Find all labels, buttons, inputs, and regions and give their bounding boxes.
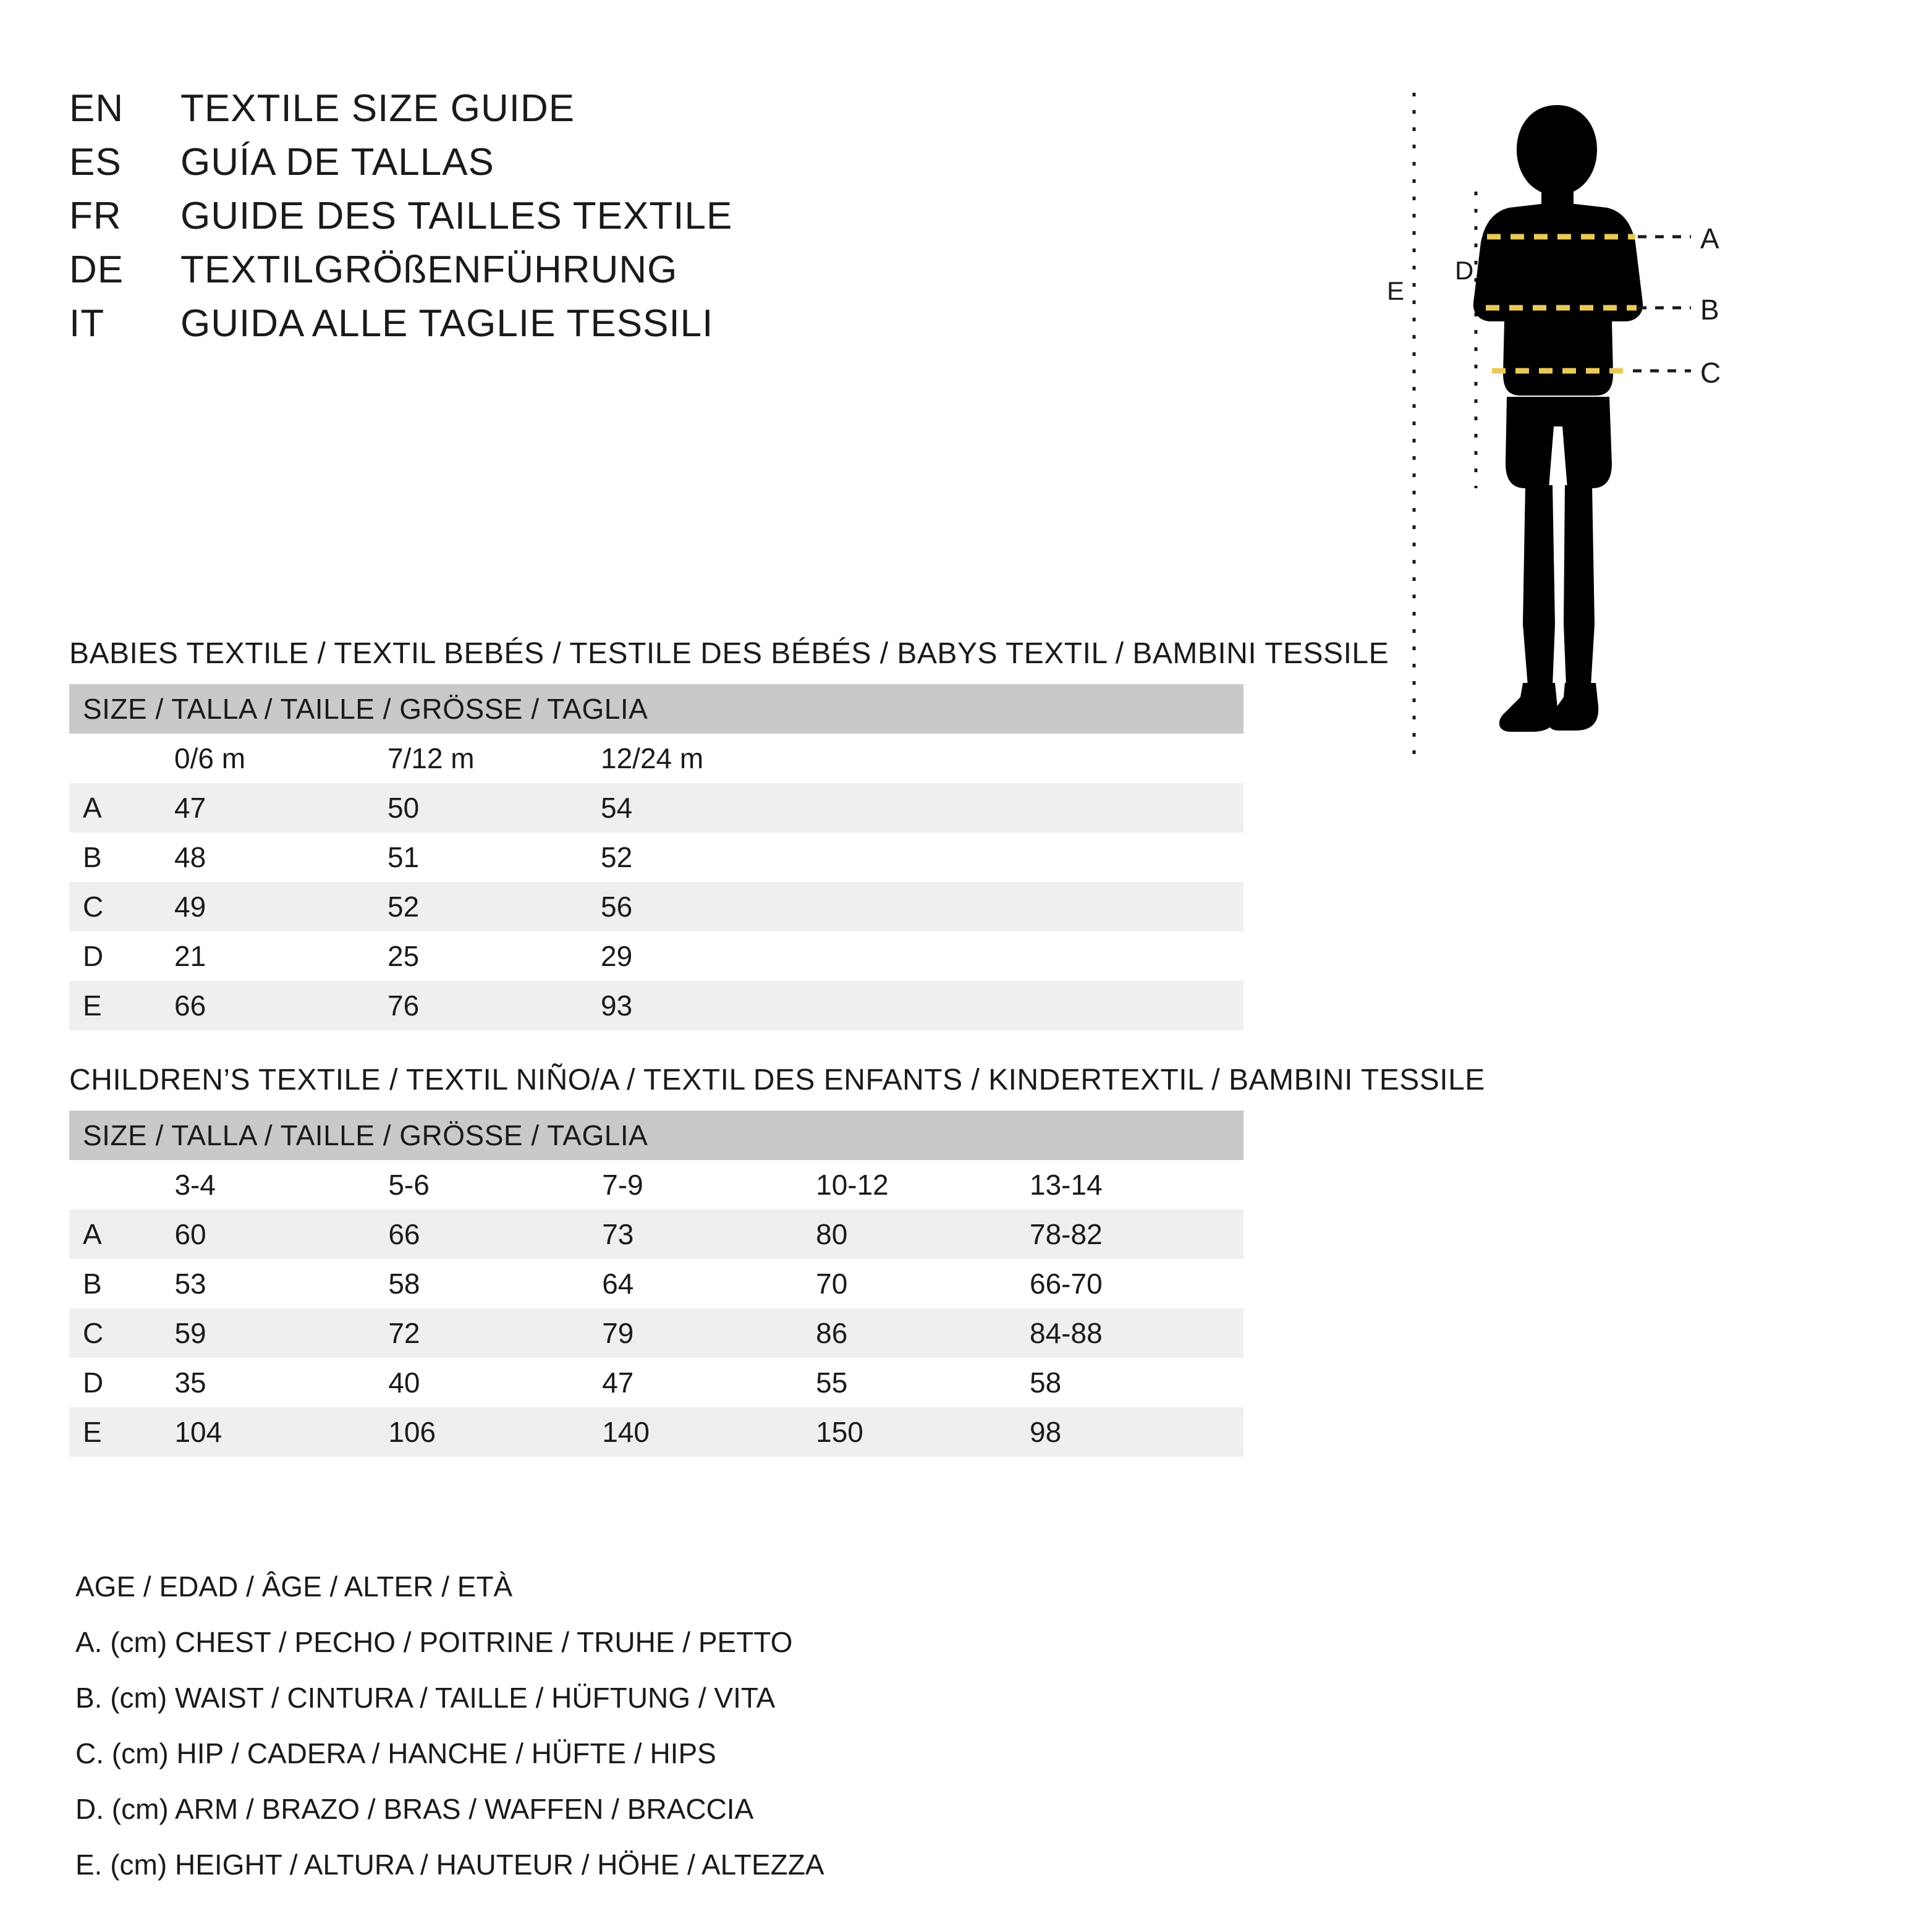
babies-row-label-c: C (69, 882, 174, 931)
children-col-4: 13-14 (1030, 1160, 1244, 1210)
title-text-it: GUIDA ALLE TAGLIE TESSILI (180, 302, 714, 345)
babies-d-1: 25 (388, 931, 601, 981)
babies-col-blank (69, 734, 174, 783)
babies-heading: BABIES TEXTILE / TEXTIL BEBÉS / TESTILE DES BÉBÉS / BABYS TEXTIL / BAMBINI TESSILE (69, 637, 1389, 670)
child-silhouette (1473, 105, 1643, 732)
title-lang-fr: FR (69, 195, 122, 237)
title-lang-it: IT (69, 302, 105, 345)
babies-table (69, 684, 1244, 1030)
children-b-0: 53 (174, 1259, 388, 1308)
children-d-1: 40 (388, 1358, 602, 1407)
table-row (69, 833, 1244, 882)
children-e-1: 106 (388, 1407, 602, 1457)
babies-row-label-b: B (69, 833, 174, 882)
babies-row-label-e: E (69, 981, 174, 1030)
babies-b-0: 48 (174, 833, 388, 882)
babies-col-0: 0/6 m (174, 734, 388, 783)
title-row-en (69, 87, 1120, 130)
babies-b-2: 52 (601, 833, 814, 882)
babies-section (69, 637, 1389, 1030)
children-e-4: 98 (1030, 1407, 1244, 1457)
children-b-2: 64 (602, 1259, 816, 1308)
babies-size-header-row (69, 684, 1244, 734)
children-e-0: 104 (174, 1407, 388, 1457)
title-row-es (69, 140, 1120, 184)
children-b-3: 70 (816, 1259, 1030, 1308)
children-d-0: 35 (174, 1358, 388, 1407)
table-row (69, 1210, 1244, 1259)
children-col-blank (69, 1160, 174, 1210)
babies-e-2: 93 (601, 981, 814, 1030)
title-lang-en: EN (69, 87, 124, 130)
label-b: B (1700, 294, 1719, 326)
children-col-2: 7-9 (602, 1160, 816, 1210)
babies-row-label-d: D (69, 931, 174, 981)
babies-col-2: 12/24 m (601, 734, 814, 783)
title-row-fr (69, 194, 1120, 238)
children-c-0: 59 (174, 1308, 388, 1358)
table-row (69, 1259, 1244, 1308)
babies-c-0: 49 (174, 882, 388, 931)
title-text-es: GUÍA DE TALLAS (180, 141, 494, 184)
children-c-3: 86 (816, 1308, 1030, 1358)
table-row (69, 1358, 1244, 1407)
children-e-3: 150 (816, 1407, 1030, 1457)
children-section (69, 1063, 1485, 1457)
babies-row-label-a: A (69, 783, 174, 833)
children-row-label-a: A (69, 1210, 174, 1259)
babies-e-1: 76 (388, 981, 601, 1030)
babies-a-2: 54 (601, 783, 814, 833)
children-a-3: 80 (816, 1210, 1030, 1259)
measurement-figure (1382, 80, 1839, 773)
title-text-de: TEXTILGRÖßENFÜHRUNG (180, 248, 678, 291)
children-a-4: 78-82 (1030, 1210, 1244, 1259)
babies-size-header: SIZE / TALLA / TAILLE / GRÖSSE / TAGLIA (69, 684, 1244, 734)
children-c-1: 72 (388, 1308, 602, 1358)
babies-d-2: 29 (601, 931, 814, 981)
legend-line-c: C. (cm) HIP / CADERA / HANCHE / HÜFTE / HIPS (75, 1737, 716, 1769)
children-table (69, 1111, 1244, 1457)
children-d-3: 55 (816, 1358, 1030, 1407)
title-block (69, 87, 1120, 355)
title-text-en: TEXTILE SIZE GUIDE (180, 87, 575, 130)
children-c-2: 79 (602, 1308, 816, 1358)
children-column-header-row (69, 1160, 1244, 1210)
children-a-2: 73 (602, 1210, 816, 1259)
babies-col-1: 7/12 m (388, 734, 601, 783)
children-a-0: 60 (174, 1210, 388, 1259)
babies-d-0: 21 (174, 931, 388, 981)
title-text-fr: GUIDE DES TAILLES TEXTILE (180, 195, 733, 237)
babies-e-0: 66 (174, 981, 388, 1030)
children-size-header-row (69, 1111, 1244, 1160)
title-row-it (69, 302, 1120, 345)
babies-c-2: 56 (601, 882, 814, 931)
babies-a-0: 47 (174, 783, 388, 833)
children-col-1: 5-6 (388, 1160, 602, 1210)
children-size-header: SIZE / TALLA / TAILLE / GRÖSSE / TAGLIA (69, 1111, 1244, 1160)
table-row (69, 1407, 1244, 1457)
children-d-4: 58 (1030, 1358, 1244, 1407)
children-row-label-c: C (69, 1308, 174, 1358)
label-e: E (1387, 276, 1405, 305)
children-a-1: 66 (388, 1210, 602, 1259)
children-row-label-b: B (69, 1259, 174, 1308)
legend-line-b: B. (cm) WAIST / CINTURA / TAILLE / HÜFTUNG / VITA (75, 1682, 776, 1714)
children-col-0: 3-4 (174, 1160, 388, 1210)
title-lang-de: DE (69, 248, 124, 291)
children-b-1: 58 (388, 1259, 602, 1308)
legend-line-age: AGE / EDAD / ÂGE / ALTER / ETÀ (75, 1570, 513, 1603)
table-row (69, 981, 1244, 1030)
title-row-de (69, 248, 1120, 292)
children-row-label-d: D (69, 1358, 174, 1407)
label-d: D (1455, 256, 1474, 285)
legend-line-a: A. (cm) CHEST / PECHO / POITRINE / TRUHE / PETTO (75, 1626, 793, 1658)
children-col-3: 10-12 (816, 1160, 1030, 1210)
title-lang-es: ES (69, 141, 122, 184)
children-c-4: 84-88 (1030, 1308, 1244, 1358)
table-row (69, 931, 1244, 981)
babies-a-1: 50 (388, 783, 601, 833)
legend-block (69, 1533, 1429, 1904)
babies-column-header-row (69, 734, 1244, 783)
legend-line-d: D. (cm) ARM / BRAZO / BRAS / WAFFEN / BRACCIA (75, 1793, 754, 1825)
babies-b-1: 51 (388, 833, 601, 882)
label-a: A (1700, 222, 1719, 255)
babies-c-1: 52 (388, 882, 601, 931)
children-row-label-e: E (69, 1407, 174, 1457)
children-d-2: 47 (602, 1358, 816, 1407)
children-b-4: 66-70 (1030, 1259, 1244, 1308)
table-row (69, 783, 1244, 833)
table-row (69, 882, 1244, 931)
children-heading: CHILDREN’S TEXTILE / TEXTIL NIÑO/A / TEXTIL DES ENFANTS / KINDERTEXTIL / BAMBINI TESSILE (69, 1064, 1485, 1096)
label-c: C (1700, 357, 1721, 389)
table-row (69, 1308, 1244, 1358)
legend-line-e: E. (cm) HEIGHT / ALTURA / HAUTEUR / HÖHE / ALTEZZA (75, 1849, 824, 1881)
children-e-2: 140 (602, 1407, 816, 1457)
